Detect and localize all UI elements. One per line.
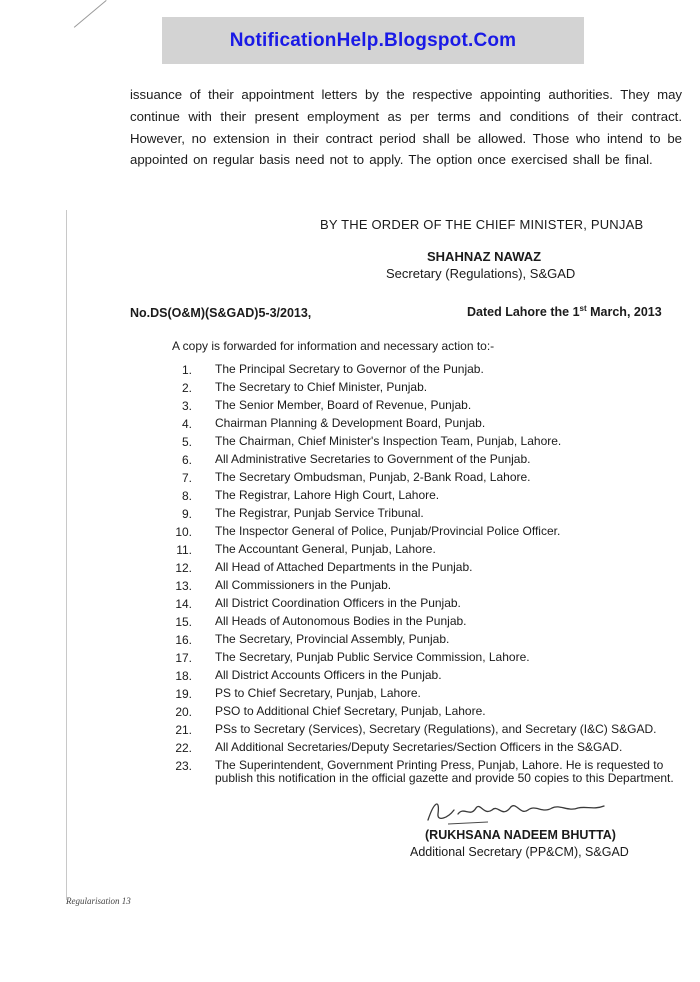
dated-sup: st	[579, 304, 587, 313]
list-item-text: The Principal Secretary to Governor of the Punjab.	[215, 362, 484, 376]
list-item-number: 13.	[175, 579, 192, 593]
list-item-number: 8.	[181, 489, 192, 503]
dated-line	[467, 304, 662, 319]
list-item-number: 10.	[175, 525, 192, 539]
list-item	[0, 489, 700, 507]
list-item	[0, 723, 700, 741]
list-item-number: 20.	[175, 705, 192, 719]
scan-edge-top	[74, 0, 107, 28]
list-item-number: 12.	[175, 561, 192, 575]
list-item	[0, 399, 700, 417]
list-item-text: All Additional Secretaries/Deputy Secretaries/Section Officers in the S&GAD.	[215, 740, 623, 754]
list-item	[0, 561, 700, 579]
list-item-number: 19.	[175, 687, 192, 701]
list-item-text: PSs to Secretary (Services), Secretary (Regulations), and Secretary (I&C) S&GAD.	[215, 722, 657, 736]
list-item-number: 5.	[181, 435, 192, 449]
list-item	[0, 471, 700, 489]
dated-suffix: March, 2013	[586, 305, 662, 320]
list-item-number: 21.	[175, 723, 192, 737]
list-item-text: All Administrative Secretaries to Government of the Punjab.	[215, 452, 531, 466]
list-item	[0, 705, 700, 723]
list-item-number: 4.	[181, 417, 192, 431]
order-line: BY THE ORDER OF THE CHIEF MINISTER, PUNJAB	[320, 217, 644, 232]
signatory1-title: Secretary (Regulations), S&GAD	[386, 266, 576, 281]
list-item-text: The Secretary to Chief Minister, Punjab.	[215, 380, 428, 394]
copy-intro: A copy is forwarded for information and necessary action to:-	[172, 339, 495, 353]
list-item-number: 3.	[181, 399, 192, 413]
list-item-number: 15.	[175, 615, 192, 629]
list-item-number: 18.	[175, 669, 192, 683]
list-item-number: 9.	[181, 507, 192, 521]
list-item	[0, 381, 700, 399]
signatory2-title: Additional Secretary (PP&CM), S&GAD	[410, 845, 629, 859]
dated-prefix: Dated Lahore the 1	[467, 305, 580, 320]
list-item-text: All Head of Attached Departments in the Punjab.	[215, 560, 473, 574]
list-item-text: The Inspector General of Police, Punjab/Provincial Police Officer.	[215, 524, 561, 538]
list-item-text: The Superintendent, Government Printing Press, Punjab, Lahore. He is requested to publish this notification in the official gazette and provide 50 copies to this Department.	[215, 758, 674, 785]
banner-text[interactable]: NotificationHelp.Blogspot.Com	[229, 29, 517, 51]
list-item-number: 22.	[175, 741, 192, 755]
list-item	[0, 525, 700, 543]
list-item	[0, 687, 700, 705]
list-item-text: The Senior Member, Board of Revenue, Punjab.	[215, 398, 472, 412]
list-item-number: 16.	[175, 633, 192, 647]
reference-number: No.DS(O&M)(S&GAD)5-3/2013,	[130, 306, 312, 320]
handwritten-signature	[418, 792, 618, 828]
list-item-text: PS to Chief Secretary, Punjab, Lahore.	[215, 686, 421, 700]
list-item	[0, 651, 700, 669]
list-item-text: All District Coordination Officers in the Punjab.	[215, 596, 461, 610]
list-item-number: 6.	[181, 453, 192, 467]
list-item-text: All Heads of Autonomous Bodies in the Punjab.	[215, 614, 467, 628]
list-item	[0, 363, 700, 381]
list-item-text: The Secretary, Punjab Public Service Commission, Lahore.	[215, 650, 530, 664]
footer-reference: Regularisation 13	[66, 896, 131, 906]
list-item	[0, 597, 700, 615]
list-item	[0, 669, 700, 687]
list-item-text: PSO to Additional Chief Secretary, Punjab, Lahore.	[215, 704, 486, 718]
list-item	[0, 741, 700, 759]
list-item-text: The Accountant General, Punjab, Lahore.	[215, 542, 436, 556]
list-item-text: The Chairman, Chief Minister's Inspection Team, Punjab, Lahore.	[215, 434, 562, 448]
recipient-list	[0, 363, 700, 801]
list-item-text: The Secretary, Provincial Assembly, Punjab.	[215, 632, 450, 646]
list-item-text: The Registrar, Punjab Service Tribunal.	[215, 506, 424, 520]
signatory1-name: SHAHNAZ NAWAZ	[427, 249, 542, 264]
list-item	[0, 417, 700, 435]
list-item	[0, 615, 700, 633]
blog-banner[interactable]	[162, 17, 584, 64]
list-item	[0, 435, 700, 453]
list-item-number: 14.	[175, 597, 192, 611]
list-item-text: The Registrar, Lahore High Court, Lahore.	[215, 488, 440, 502]
list-item-text: All Commissioners in the Punjab.	[215, 578, 392, 592]
list-item	[0, 579, 700, 597]
signatory2-name: (RUKHSANA NADEEM BHUTTA)	[425, 828, 616, 842]
list-item-text: The Secretary Ombudsman, Punjab, 2-Bank Road, Lahore.	[215, 470, 531, 484]
list-item-number: 7.	[181, 471, 192, 485]
list-item	[0, 543, 700, 561]
list-item-number: 1.	[181, 363, 192, 377]
list-item-text: Chairman Planning & Development Board, Punjab.	[215, 416, 486, 430]
list-item-text: All District Accounts Officers in the Punjab.	[215, 668, 442, 682]
list-item	[0, 507, 700, 525]
list-item-number: 2.	[181, 381, 192, 395]
body-paragraph: issuance of their appointment letters by the respective appointing authorities. They may continue with their present employment as per terms and conditions of their contract. However, no extension in their contract period shall be allowed. Those who intend to be appointed on regular basis need not to apply. The option once exercised shall be final.	[130, 87, 682, 168]
list-item-number: 23.	[175, 759, 192, 773]
list-item-number: 11.	[176, 543, 192, 557]
list-item	[0, 633, 700, 651]
list-item-number: 17.	[175, 651, 192, 665]
list-item	[0, 453, 700, 471]
